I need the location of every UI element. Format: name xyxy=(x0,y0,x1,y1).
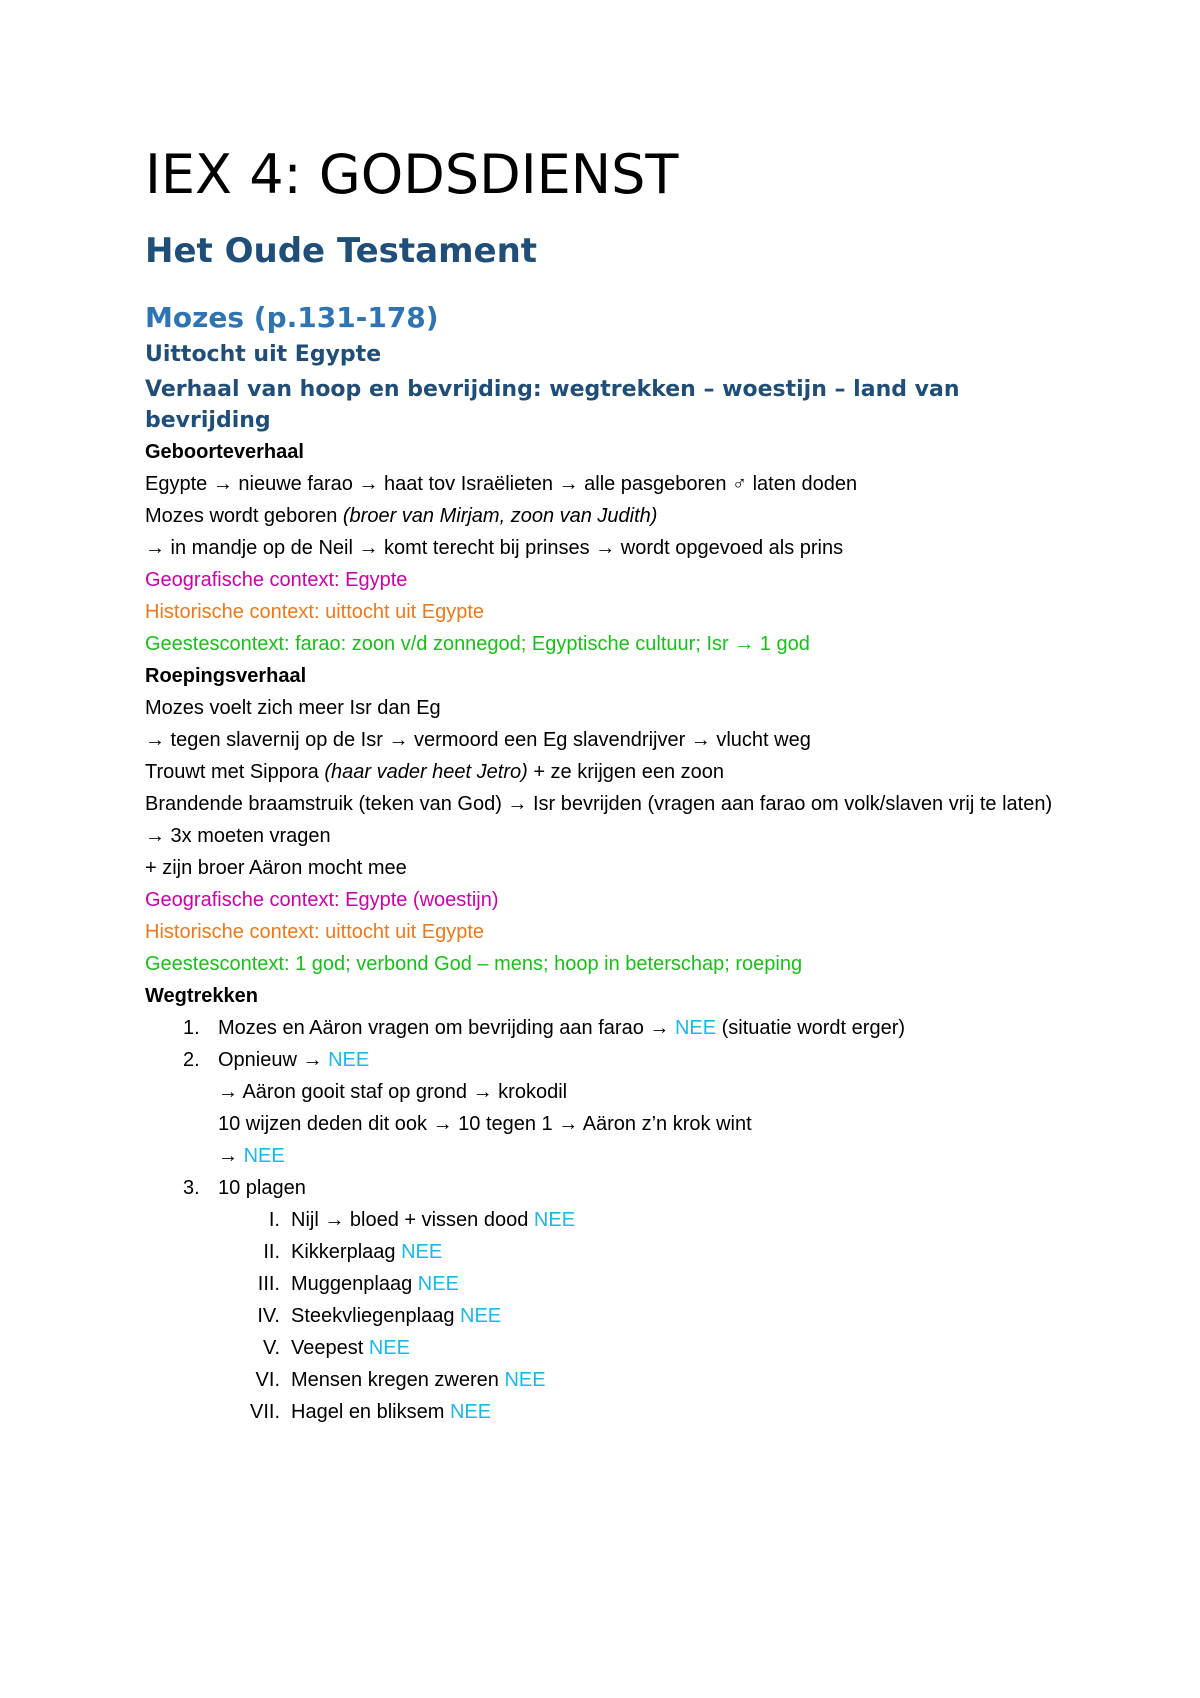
nee-label: NEE xyxy=(401,1241,443,1263)
geest-context: Geestescontext: farao: zoon v/d zonnegod; Egyptische cultuur; Isr → 1 god xyxy=(145,633,810,655)
list-number: 1. xyxy=(183,1017,200,1039)
nee-label: NEE xyxy=(460,1305,502,1327)
plague-item xyxy=(218,1300,1065,1332)
text-line xyxy=(218,1012,1065,1044)
nee-label: NEE xyxy=(533,1209,576,1231)
text-line xyxy=(291,1364,1065,1396)
roman-list xyxy=(218,1204,1065,1428)
text-line: → tegen slavernij op de Isr → vermoord een Eg slavendrijver → vlucht weg xyxy=(145,729,811,751)
italic-note: (haar vader heet Jetro) xyxy=(324,761,528,783)
roman-number: III. xyxy=(257,1273,280,1295)
section-title: Geboorteverhaal xyxy=(145,441,304,463)
text-line: → in mandje op de Neil → komt terecht bij prinses → wordt opgevoed als prins xyxy=(145,537,844,559)
nee-label: NEE xyxy=(449,1401,492,1423)
text-line: 10 wijzen deden dit ook → 10 tegen 1 → Aäron z’n krok wint xyxy=(218,1113,752,1135)
text-span: Trouwt met Sippora xyxy=(145,761,325,783)
text-span: Kikkerplaag xyxy=(291,1241,402,1263)
text-span: Muggenplaag xyxy=(291,1273,418,1295)
plague-item xyxy=(218,1268,1065,1300)
text-line xyxy=(145,500,1065,532)
numbered-list xyxy=(145,1012,1065,1428)
list-item xyxy=(145,1172,1065,1428)
hist-context: Historische context: uittocht uit Egypte xyxy=(145,601,485,623)
nee-label: NEE xyxy=(243,1145,285,1167)
section-title: Wegtrekken xyxy=(145,985,259,1007)
text-line xyxy=(291,1396,1065,1428)
text-span: Nijl → bloed + vissen dood xyxy=(291,1209,534,1231)
nee-label: NEE xyxy=(417,1273,459,1295)
section-title: Roepingsverhaal xyxy=(145,665,307,687)
geest-context: Geestescontext: 1 god; verbond God – mens; hoop in beterschap; roeping xyxy=(145,953,803,975)
text-line: Mozes voelt zich meer Isr dan Eg xyxy=(145,697,441,719)
roman-number: VII. xyxy=(249,1401,280,1423)
heading-mozes: Mozes (p.131-178) xyxy=(145,301,439,334)
text-line xyxy=(145,756,1065,788)
text-line: + zijn broer Aäron mocht mee xyxy=(145,857,407,879)
list-item xyxy=(145,1044,1065,1172)
text-span: Steekvliegenplaag xyxy=(291,1305,461,1327)
italic-note: (broer van Mirjam, zoon van Judith) xyxy=(342,505,658,527)
text-span: → xyxy=(218,1145,244,1167)
text-line xyxy=(291,1204,1065,1236)
text-line xyxy=(291,1236,1065,1268)
geo-context: Geografische context: Egypte (woestijn) xyxy=(145,889,499,911)
text-span: + ze krijgen een zoon xyxy=(527,761,725,783)
heading-verhaal: Verhaal van hoop en bevrijding: wegtrekken – woestijn – land van bevrijding xyxy=(145,377,960,433)
heading-old-testament: Het Oude Testament xyxy=(145,231,538,271)
roman-number: I. xyxy=(268,1209,280,1231)
nee-label: NEE xyxy=(328,1049,370,1071)
roman-number: VI. xyxy=(255,1369,280,1391)
text-span: Mensen kregen zweren xyxy=(291,1369,505,1391)
nee-label: NEE xyxy=(504,1369,546,1391)
nee-label: NEE xyxy=(674,1017,717,1039)
text-line xyxy=(218,1044,1065,1076)
plague-item xyxy=(218,1204,1065,1236)
text-span: Mozes en Aäron vragen om bevrijding aan farao → xyxy=(218,1017,675,1039)
text-line xyxy=(218,1140,1065,1172)
list-number: 2. xyxy=(183,1049,200,1071)
section-geboorteverhaal xyxy=(145,436,1065,660)
section-roepingsverhaal xyxy=(145,660,1065,980)
plague-item xyxy=(218,1332,1065,1364)
roman-number: V. xyxy=(262,1337,280,1359)
text-span: Veepest xyxy=(291,1337,369,1359)
text-span: (situatie wordt erger) xyxy=(716,1017,906,1039)
section-wegtrekken xyxy=(145,980,1065,1428)
text-line xyxy=(291,1332,1065,1364)
document-title: IEX 4: GODSDIENST xyxy=(145,143,679,206)
text-span: Mozes wordt geboren xyxy=(145,505,343,527)
list-item xyxy=(145,1012,1065,1044)
text-line: Brandende braamstruik (teken van God) → Isr bevrijden (vragen aan farao om volk/slaven vrij te laten) → 3x moeten vragen xyxy=(145,793,1053,847)
text-line xyxy=(291,1268,1065,1300)
nee-label: NEE xyxy=(368,1337,410,1359)
document-content xyxy=(145,140,1065,1428)
plague-item xyxy=(218,1396,1065,1428)
text-line: 10 plagen xyxy=(218,1177,306,1199)
heading-uittocht: Uittocht uit Egypte xyxy=(145,342,382,367)
plague-item xyxy=(218,1236,1065,1268)
text-line: Egypte → nieuwe farao → haat tov Israëlieten → alle pasgeboren ♂ laten doden xyxy=(145,473,858,495)
text-line xyxy=(291,1300,1065,1332)
hist-context: Historische context: uittocht uit Egypte xyxy=(145,921,485,943)
geo-context: Geografische context: Egypte xyxy=(145,569,408,591)
text-span: Opnieuw → xyxy=(218,1049,329,1071)
list-number: 3. xyxy=(183,1177,200,1199)
roman-number: II. xyxy=(263,1241,280,1263)
roman-number: IV. xyxy=(257,1305,280,1327)
text-span: Hagel en bliksem xyxy=(291,1401,450,1423)
plague-item xyxy=(218,1364,1065,1396)
text-line: → Aäron gooit staf op grond → krokodil xyxy=(218,1081,568,1103)
